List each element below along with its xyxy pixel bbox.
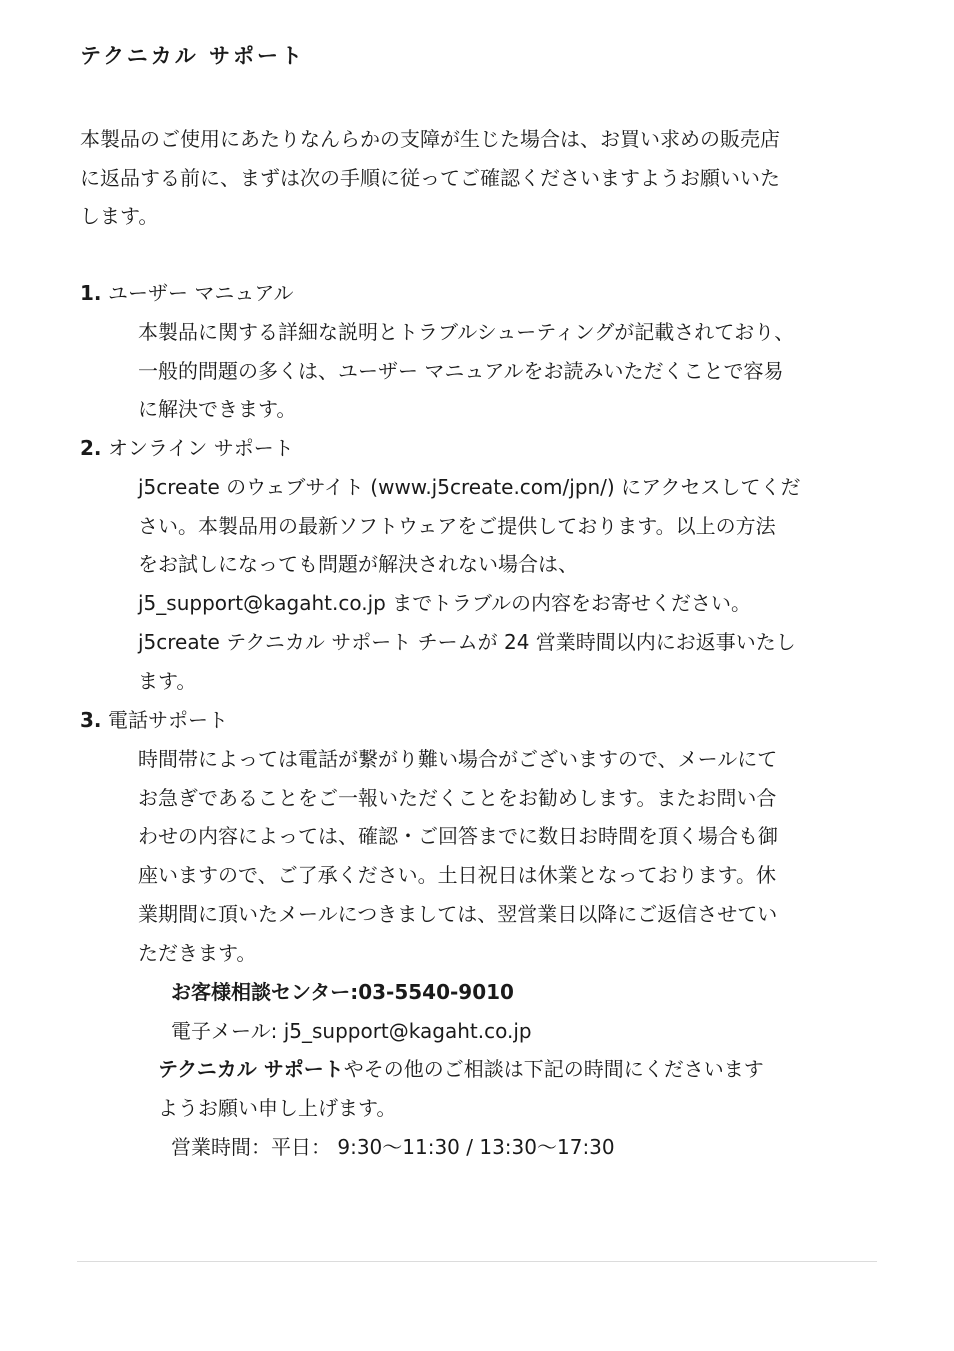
section-heading-user-manual — [80, 274, 294, 313]
body-line: さい。本製品用の最新ソフトウェアをご提供しております。以上の方法 — [138, 513, 776, 538]
section-heading-text: 電話サポート — [108, 708, 228, 732]
body-line: j5_support@kagaht.co.jp までトラブルの内容をお寄せください。 — [138, 591, 752, 616]
customer-center-phone: お客様相談センター:03-5540-9010 — [171, 980, 514, 1004]
intro-line: に返品する前に、まずは次の手順に従ってご確認くださいますようお願いいた — [80, 165, 780, 190]
body-line: ます。 — [138, 668, 197, 693]
section-number: 2. — [80, 436, 102, 460]
body-line: ただきます。 — [138, 940, 257, 965]
section-heading-phone-support — [80, 701, 228, 740]
body-line: わせの内容によっては、確認・ご回答までに数日お時間を頂く場合も御 — [138, 824, 778, 849]
intro-line: します。 — [80, 204, 159, 229]
intro-paragraph — [80, 120, 880, 236]
footer-divider — [77, 1261, 877, 1262]
contact-note-line-2: ようお願い申し上げます。 — [158, 1096, 397, 1120]
body-line: に解決できます。 — [138, 397, 297, 422]
body-line: 業期間に頂いたメールにつきましては、翌営業日以降にご返信させてい — [138, 901, 778, 926]
section-heading-text: オンライン サポート — [108, 436, 294, 460]
body-line: j5create のウェブサイト (www.j5create.com/jpn/) にアクセスしてくだ — [138, 475, 801, 499]
intro-line: 本製品のご使用にあたりなんらかの支障が生じた場合は、お買い求めの販売店 — [80, 127, 780, 151]
section-heading-text: ユーザー マニュアル — [108, 281, 294, 305]
section-body-online-support — [138, 468, 863, 700]
section-heading-online-support — [80, 429, 294, 468]
section-number: 3. — [80, 708, 102, 732]
body-line: お急ぎであることをご一報いただくことをお勧めします。またお問い合 — [138, 785, 777, 810]
section-number: 1. — [80, 281, 102, 305]
body-line: 時間帯によっては電話が繋がり難い場合がございますので、メールにて — [138, 747, 778, 771]
page-title: テクニカル サポート — [80, 44, 306, 68]
section-body-phone-support — [138, 740, 863, 972]
body-line: 座いますので、ご了承ください。土日祝日は休業となっております。休 — [138, 863, 776, 888]
contact-email: 電子メール: j5_support@kagaht.co.jp — [171, 1019, 532, 1043]
contact-note — [158, 1050, 764, 1089]
body-line: 本製品に関する詳細な説明とトラブルシューティングが記載されており、 — [138, 320, 795, 344]
section-body-user-manual — [138, 313, 863, 429]
contact-note-bold: テクニカル サポート — [158, 1057, 344, 1081]
contact-note-text: やその他のご相談は下記の時間にくださいます — [343, 1057, 764, 1081]
body-line: をお試しになっても問題が解決されない場合は、 — [138, 552, 578, 577]
body-line: 一般的問題の多くは、ユーザー マニュアルをお読みいただくことで容易 — [138, 358, 784, 383]
body-line: j5create テクニカル サポート チームが 24 営業時間以内にお返事いたし — [138, 629, 796, 654]
business-hours: 営業時間：平日： 9:30～11:30 / 13:30～17:30 — [171, 1135, 615, 1159]
